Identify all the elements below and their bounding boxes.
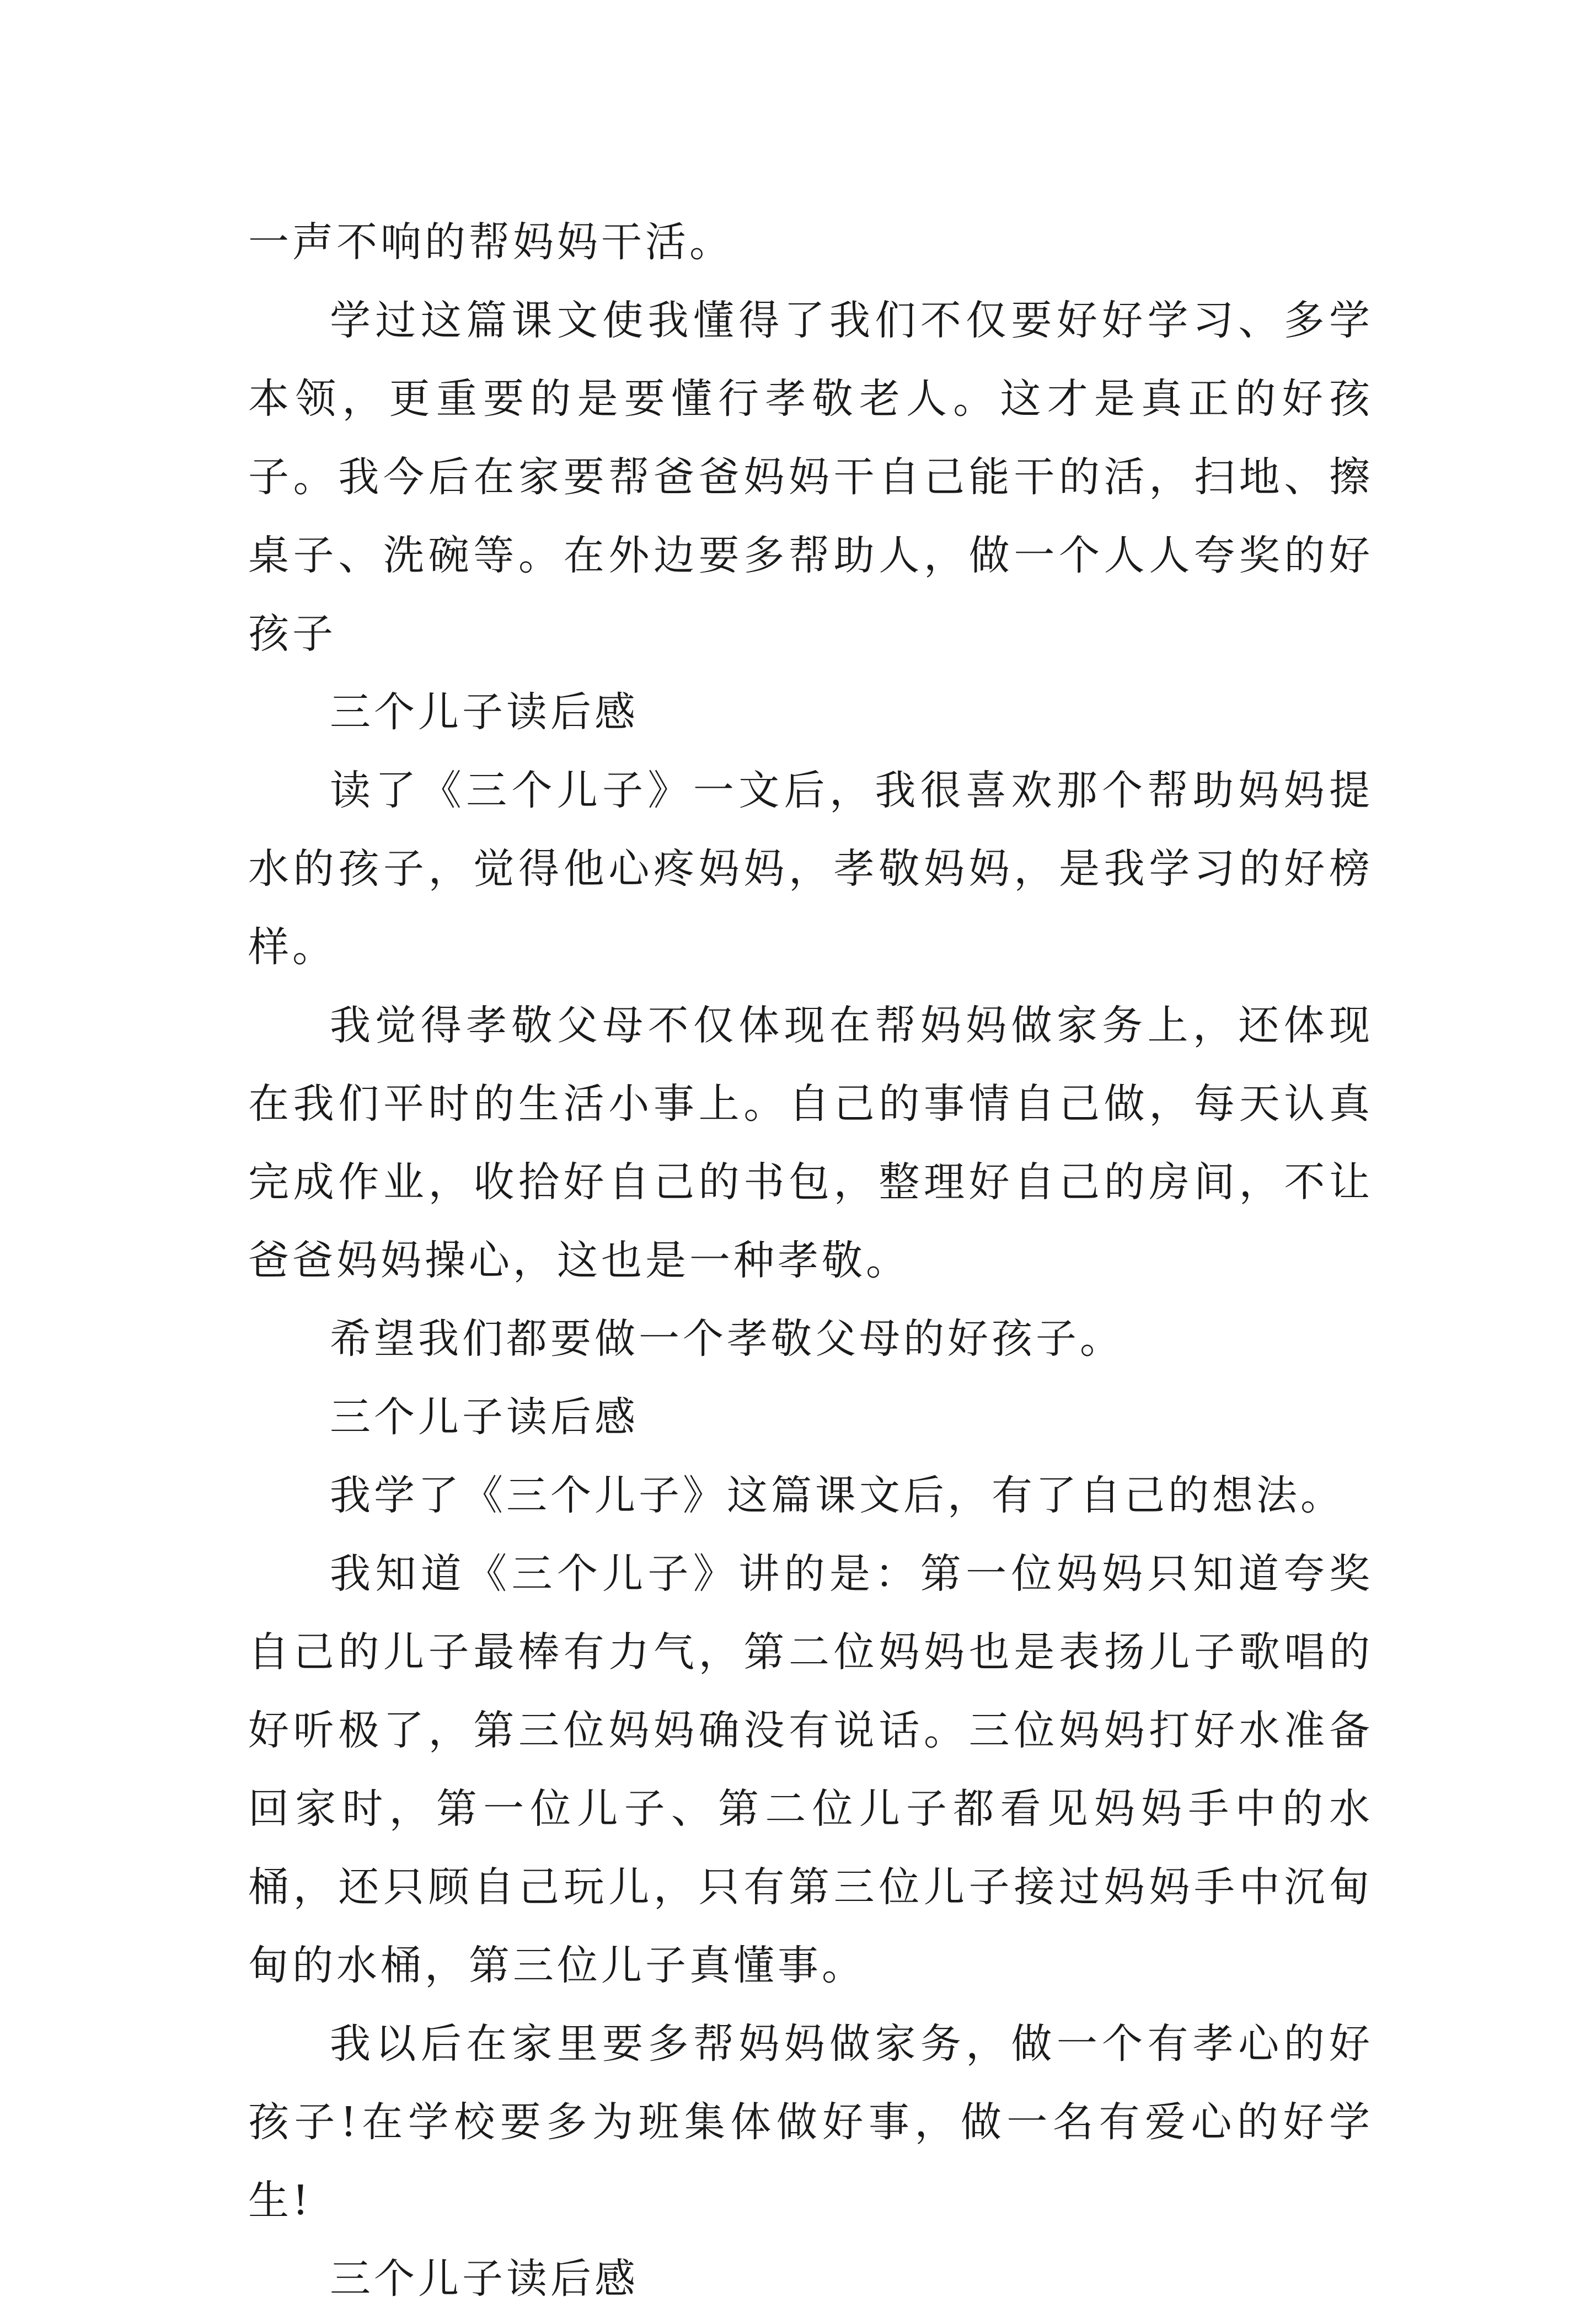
paragraph: 我知道《三个儿子》讲的是：第一位妈妈只知道夸奖自己的儿子最棒有力气，第二位妈妈也是表扬儿子歌唱的好听极了，第三位妈妈确没有说话。三位妈妈打好水准备回家时，第一位儿子、第二位儿子都看见妈妈手中的水桶，还只顾自己玩儿，只有第三位儿子接过妈妈手中沉甸甸的水桶，第三位儿子真懂事。 [248, 1550, 1373, 1989]
paragraph: 我学了《三个儿子》这篇课文后，有了自己的想法。 [330, 1472, 1345, 1519]
section-title: 三个儿子读后感 [330, 688, 639, 736]
paragraph: 一声不响的帮妈妈干活。 [248, 218, 733, 266]
section-title: 三个儿子读后感 [330, 2255, 639, 2303]
document-body [248, 203, 1373, 2318]
section-title: 三个儿子读后感 [330, 1393, 639, 1441]
paragraph: 希望我们都要做一个孝敬父母的好孩子。 [330, 1315, 1124, 1363]
paragraph: 我觉得孝敬父母不仅体现在帮妈妈做家务上，还体现在我们平时的生活小事上。自己的事情自己做，每天认真完成作业，收拾好自己的书包，整理好自己的房间，不让爸爸妈妈操心，这也是一种孝敬。 [248, 1002, 1373, 1284]
paragraph: 我以后在家里要多帮妈妈做家务，做一个有孝心的好孩子!在学校要多为班集体做好事，做一名有爱心的好学生! [248, 2020, 1373, 2224]
paragraph: 学过这篇课文使我懂得了我们不仅要好好学习、多学本领，更重要的是要懂行孝敬老人。这才是真正的好孩子。我今后在家要帮爸爸妈妈干自己能干的活，扫地、擦桌子、洗碗等。在外边要多帮助人，做一个人人夸奖的好孩子 [248, 297, 1373, 658]
paragraph: 读了《三个儿子》一文后，我很喜欢那个帮助妈妈提水的孩子，觉得他心疼妈妈，孝敬妈妈，是我学习的好榜样。 [248, 767, 1373, 971]
